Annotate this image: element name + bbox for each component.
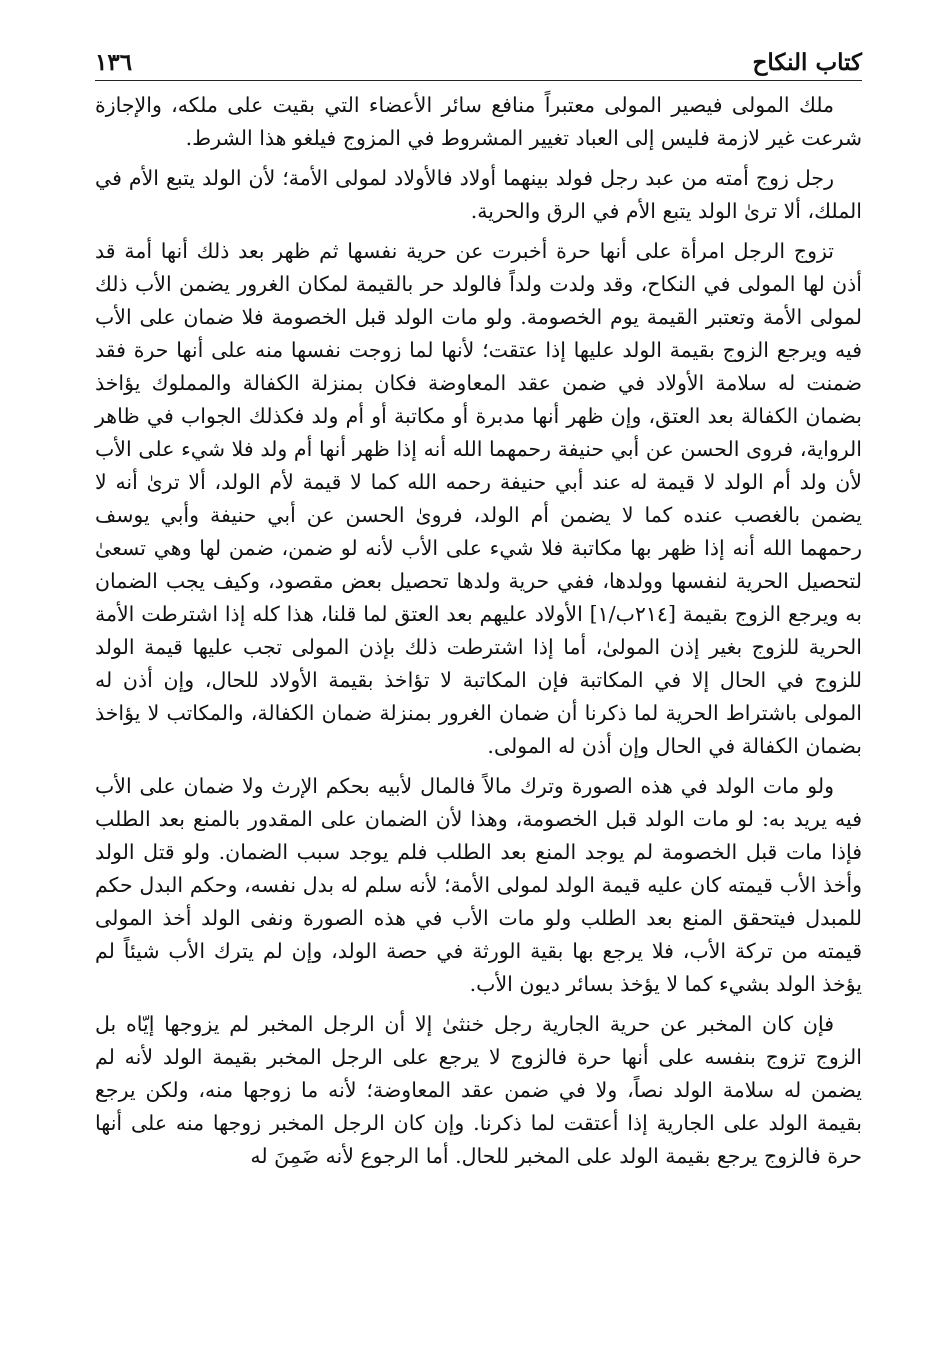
- page-number: ١٣٦: [95, 49, 133, 76]
- paragraph: تزوج الرجل امرأة على أنها حرة أخبرت عن حرية نفسها ثم ظهر بعد ذلك أنها أمة قد أذن لها المولى في النكاح، وقد ولدت ولداً فالولد حر بالقيمة لمكان الغرور يضمن الأب ذلك لمولى الأمة وتعتبر القيمة يوم الخصومة. ولو مات الولد قبل الخصومة فلا ضمان على الأب فيه ويرجع الزوج بقيمة الولد عليها إذا عتقت؛ لأنها لما زوجت نفسها منه على أنها حرة فقد ضمنت له سلامة الأولاد في ضمن عقد المعاوضة فكان بمنزلة الكفالة والمملوك يؤاخذ بضمان الكفالة بعد العتق، وإن ظهر أنها مدبرة أو مكاتبة أو أم ولد فكذلك الجواب في ظاهر الرواية، فروى الحسن عن أبي حنيفة رحمهما الله أنه إذا ظهر أنها أم ولد فلا شيء على الأب لأن ولد أم الولد لا قيمة له عند أبي حنيفة رحمه الله كما لا قيمة لأم الولد، ألا ترىٰ أنه لا يضمن بالغصب عنده كما لا يضمن أم الولد، فروىٰ الحسن عن أبي حنيفة وأبي يوسف رحمهما الله أنه إذا ظهر بها مكاتبة فلا شيء على الأب لأنه لو ضمن، ضمن لها وهي تسعىٰ لتحصيل الحرية لنفسها وولدها، ففي حرية ولدها تحصيل بعض مقصود، وكيف يجب الضمان به ويرجع الزوج بقيمة [٢١٤ب/١] الأولاد عليهم بعد العتق لما قلنا، هذا كله إذا اشترطت الأمة الحرية للزوج بغير إذن المولىٰ، أما إذا اشترطت ذلك بإذن المولى تجب عليها قيمة الولد للزوج في الحال إلا في المكاتبة فإن المكاتبة لا تؤاخذ بقيمة الأولاد للحال، وإن أذن له المولى باشتراط الحرية لما ذكرنا أن ضمان الغرور بمنزلة ضمان الكفالة، والمكاتب لا يؤاخذ بضمان الكفالة في الحال وإن أذن له المولى.: [95, 239, 863, 758]
- page-body: [95, 89, 862, 1180]
- paragraph: ولو مات الولد في هذه الصورة وترك مالاً فالمال لأبيه بحكم الإرث ولا ضمان على الأب فيه يريد به: لو مات الولد قبل الخصومة، وهذا لأن الضمان على المقدور بالمنع بعد الطلب فإذا مات قبل الخصومة لم يوجد المنع بعد الطلب فلم يوجد سبب الضمان. ولو قتل الولد وأخذ الأب قيمته كان عليه قيمة الولد لمولى الأمة؛ لأنه سلم له بدل نفسه، وحكم البدل حكم للمبدل فيتحقق المنع بعد الطلب ولو مات الأب في هذه الصورة ونفى الولد أخذ المولى قيمته من تركة الأب، فلا يرجع بها بقية الورثة في حصة الولد، وإن لم يترك الأب شيئاً لم يؤخذ الولد بشيء كما لا يؤخذ بسائر ديون الأب.: [95, 774, 862, 996]
- header-divider: [95, 80, 862, 81]
- book-title: كتاب النكاح: [752, 49, 862, 76]
- paragraph: فإن كان المخبر عن حرية الجارية رجل خنثىٰ إلا أن الرجل المخبر لم يزوجها إيّاه بل الزوج تزوج بنفسه على أنها حرة فالزوج لا يرجع على الرجل المخبر بقيمة الولد لأنه لم يضمن له سلامة الولد نصاً، ولا في ضمن عقد المعاوضة؛ لأنه ما زوجها منه، ولكن يرجع بقيمة الولد على الجارية إذا أعتقت لما ذكرنا. وإن كان الرجل المخبر زوجها منه على أنها حرة فالزوج يرجع بقيمة الولد على المخبر للحال. أما الرجوع لأنه ضَمِنَ له: [95, 1012, 863, 1168]
- paragraph: ملك المولى فيصير المولى معتبراً منافع سائر الأعضاء التي بقيت على ملكه، والإجازة شرعت غير لازمة فليس إلى العباد تغيير المشروط في المزوج فيلغو هذا الشرط.: [95, 93, 862, 150]
- page-header: [95, 34, 862, 76]
- paragraph: رجل زوج أمته من عبد رجل فولد بينهما أولاد فالأولاد لمولى الأمة؛ لأن الولد يتبع الأم في الملك، ألا ترىٰ الولد يتبع الأم في الرق والحرية.: [95, 166, 862, 223]
